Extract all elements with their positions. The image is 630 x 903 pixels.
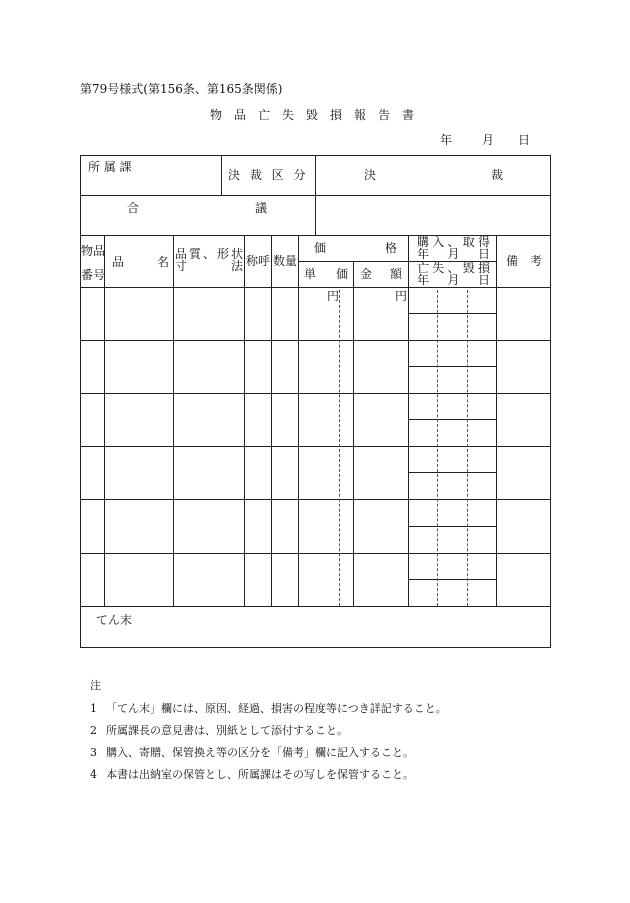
notes-heading: 注: [90, 679, 101, 692]
col-divider: [271, 235, 272, 606]
row-divider: [80, 553, 551, 554]
row-divider: [80, 340, 551, 341]
yen-unit-price: 円: [327, 289, 340, 303]
row-divider: [80, 499, 551, 500]
col-quantity: 数量: [273, 254, 298, 268]
note-item: [90, 724, 447, 746]
decision-label-left: 決: [364, 168, 377, 182]
col-price-left: 価: [314, 241, 327, 255]
date-year-label: 年: [440, 133, 453, 147]
note-text: 所属課長の意見書は、別紙として添付すること。: [106, 724, 348, 737]
table-border: [80, 155, 81, 648]
notes-section: [90, 677, 447, 790]
col-quality-line1: 品質、形状: [175, 247, 243, 261]
col-loss-date-line1: 亡失、毀損: [417, 261, 490, 275]
col-quality-line2: 寸 法: [175, 259, 243, 273]
section-label: 所 属 課: [88, 160, 132, 174]
col-loss-date-line2: 年 月 日: [417, 273, 490, 287]
col-divider: [408, 235, 409, 606]
dashed-divider: [339, 290, 340, 606]
note-text: 「てん末」欄には、原因、経過、損害の程度等につき詳記すること。: [106, 702, 447, 715]
col-purchase-date-line2: 年 月 日: [417, 247, 490, 261]
col-divider: [496, 235, 497, 606]
row-divider: [408, 472, 496, 473]
note-item: [90, 702, 447, 724]
date-day-label: 日: [518, 133, 531, 147]
col-divider: [298, 235, 299, 606]
col-divider: [104, 235, 105, 606]
col-name-left: 品: [112, 255, 125, 269]
col-purchase-date-line1: 購入、取得: [417, 235, 490, 249]
col-divider: [173, 235, 174, 606]
col-unit-price: 単 価: [304, 267, 348, 281]
row-divider: [80, 446, 551, 447]
note-text: 購入、寄贈、保管換え等の区分を「備考」欄に記入すること。: [106, 746, 414, 759]
col-remarks: 備 考: [506, 254, 543, 268]
consultation-label-right: 議: [255, 201, 268, 215]
form-number: 第79号様式(第156条、第165条関係): [80, 82, 283, 96]
row-divider: [408, 419, 496, 420]
note-number: 1: [90, 702, 97, 715]
row-divider: [408, 313, 496, 314]
col-designation: 称呼: [246, 254, 271, 268]
row-divider: [408, 366, 496, 367]
dashed-divider: [437, 290, 438, 606]
col-price-right: 格: [385, 241, 398, 255]
decision-label-right: 裁: [491, 168, 504, 182]
note-item: [90, 746, 447, 768]
row-divider: [80, 606, 551, 607]
row-divider: [80, 287, 551, 288]
note-number: 4: [90, 768, 97, 781]
col-item-number-line1: 物品: [81, 244, 106, 258]
row-divider: [408, 526, 496, 527]
row-divider: [408, 579, 496, 580]
table-border: [80, 647, 551, 648]
form-title: 物品亡失毀損報告書: [210, 108, 427, 122]
note-text: 本書は出納室の保管とし、所属課はその写しを保管すること。: [106, 768, 414, 781]
col-amount: 金 額: [360, 267, 402, 281]
col-divider: [221, 155, 222, 195]
note-number: 2: [90, 724, 97, 737]
dashed-divider: [467, 290, 468, 606]
col-divider: [244, 235, 245, 606]
col-item-number-line2: 番号: [81, 268, 106, 282]
details-label: てん末: [96, 613, 133, 627]
note-item: [90, 768, 447, 790]
decision-type-label: 決 裁 区 分: [228, 168, 309, 182]
note-number: 3: [90, 746, 97, 759]
col-divider: [353, 261, 354, 606]
date-month-label: 月: [482, 133, 495, 147]
table-border: [550, 155, 551, 648]
row-divider: [80, 393, 551, 394]
col-divider: [315, 155, 316, 235]
col-name-right: 名: [157, 255, 170, 269]
report-date: [440, 131, 530, 148]
report-form-table: [80, 155, 551, 648]
yen-amount: 円: [395, 289, 408, 303]
consultation-label-left: 合: [127, 201, 140, 215]
